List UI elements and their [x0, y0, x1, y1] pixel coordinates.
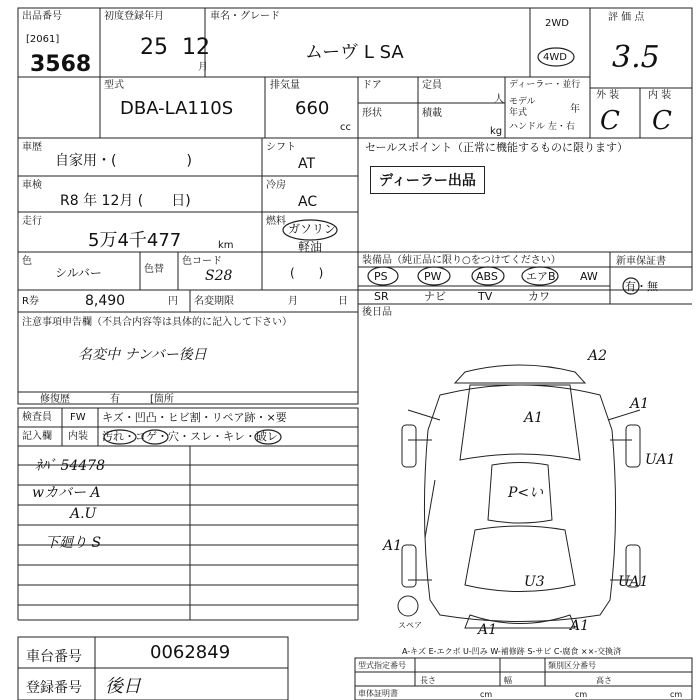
equip-ps: PS — [374, 270, 388, 283]
form-label3: 車体証明書 — [358, 689, 398, 698]
equip-pw: PW — [424, 270, 442, 283]
ac: AC — [298, 194, 318, 210]
title-change-day: 日 — [338, 296, 348, 307]
yen: 円 — [168, 296, 178, 307]
model: DBA-LA110S — [120, 98, 234, 119]
equip-leather: カワ — [528, 290, 550, 303]
door-label: ドア — [362, 80, 382, 91]
width-unit: cm — [575, 690, 588, 699]
height-label: 高さ — [596, 676, 612, 685]
exterior-label: 外 装 — [596, 90, 620, 101]
chassis-label: 車台番号 — [26, 649, 82, 665]
hand-line3: A.U — [70, 506, 97, 522]
color-label: 色 — [22, 256, 32, 267]
score: 3.5 — [612, 40, 660, 75]
mark-a1-bottom-right: A1 — [570, 618, 590, 634]
shift-label: シフト — [266, 142, 296, 153]
first-reg-label: 初度登録年月 — [104, 11, 164, 22]
post-label: 後日品 — [362, 307, 392, 318]
model-year-label2: 年式 — [509, 108, 528, 118]
interior-label: 内 装 — [648, 90, 672, 101]
notes-text: 名変中 ナンバー後日 — [78, 347, 207, 363]
model-label: 型式 — [104, 80, 124, 91]
repair-label: 修復歴 — [40, 394, 70, 405]
lot-sub: [2061] — [26, 34, 60, 45]
reg-label: 登録番号 — [26, 680, 82, 696]
inspector-line2: 汚れ・コゲ・穴・スレ・キレ・破レ — [102, 430, 278, 443]
lot-label: 出品番号 — [22, 11, 62, 22]
displacement: 660 — [295, 98, 330, 119]
handle-label: ハンドル 左・右 — [509, 122, 575, 132]
sales-label: セールスポイント（正常に機能するものに限ります） — [365, 141, 629, 154]
equipment-label: 装備品（純正品に限り○をつけてください） — [362, 255, 561, 266]
equip-airbag: エアB — [526, 270, 556, 283]
car-name-label: 車名・グレード — [210, 11, 280, 22]
mileage: 5万4千477 — [88, 230, 182, 251]
recycle-label: R券 — [22, 296, 39, 307]
drive-4wd: 4WD — [543, 52, 567, 63]
inspection-label: 車検 — [22, 180, 42, 191]
mark-a1-left: A1 — [383, 538, 403, 554]
lot-number: 3568 — [30, 52, 92, 77]
interior-grade: C — [652, 106, 672, 136]
color-swap-label: 色替 — [144, 264, 164, 275]
hand-line2: wカバー A — [32, 485, 101, 501]
mark-u3: U3 — [524, 574, 545, 590]
score-label: 評 価 点 — [608, 12, 645, 23]
warranty: 有・無 — [625, 280, 658, 293]
mark-a1-right: A1 — [630, 396, 650, 412]
equip-aw: AW — [580, 270, 598, 283]
notes-label: 注意事項申告欄（不具合内容等は具体的に記入して下さい） — [22, 317, 292, 328]
inspection: R8 年 12月 ( 日) — [60, 193, 191, 209]
model-year-label1: モデル — [509, 97, 536, 107]
car-name: ムーヴ L SA — [305, 42, 404, 63]
equip-navi: ナビ — [424, 290, 446, 303]
length-unit: cm — [480, 690, 493, 699]
hand-line1: ﾈﾊﾞ 54478 — [35, 458, 105, 474]
mark-ua1-rear: UA1 — [618, 574, 649, 590]
shift: AT — [298, 156, 316, 172]
first-reg-month: 12 — [182, 35, 210, 60]
chassis: 0062849 — [150, 642, 231, 663]
capacity-unit: 人 — [494, 94, 504, 105]
history-label: 車歴 — [22, 142, 42, 153]
history: 自家用・( ) — [55, 153, 192, 169]
title-change-label: 名変期限 — [194, 296, 234, 307]
fuel-alt: 軽油 — [298, 240, 323, 254]
spare-label: スペア — [398, 621, 422, 630]
fuel-label: 燃料 — [266, 216, 286, 227]
mark-a1-top: A1 — [524, 410, 544, 426]
mark-a2: A2 — [588, 348, 608, 364]
sales-point: ディーラー出品 — [370, 166, 485, 194]
repair-value: 有 — [110, 394, 120, 405]
drive-2wd: 2WD — [545, 18, 569, 29]
color-code-label: 色コード — [182, 256, 222, 267]
fuel-paren: ( ) — [290, 266, 324, 280]
inspector-label2: 記入欄 — [22, 431, 52, 442]
inspector-interior: 内装 — [68, 431, 88, 442]
displacement-unit: cc — [340, 122, 351, 133]
fuel: ガソリン — [288, 222, 337, 236]
mark-a1-bottom: A1 — [478, 622, 498, 638]
equip-sr: SR — [374, 290, 389, 303]
inspector-label1: 検査員 — [22, 412, 52, 423]
color: シルバー — [55, 266, 102, 280]
width-label: 幅 — [504, 676, 512, 685]
month-unit: 月 — [198, 62, 208, 73]
inspector-fw: FW — [70, 412, 86, 423]
height-unit: cm — [670, 690, 683, 699]
shape-label: 形状 — [362, 108, 382, 119]
equip-tv: TV — [478, 290, 493, 303]
reg-value: 後日 — [105, 676, 141, 697]
repair-parts: [箇所 — [150, 394, 174, 405]
first-reg-year: 25 — [140, 35, 168, 60]
mileage-label: 走行 — [22, 216, 42, 227]
load-label: 積載 — [422, 108, 442, 119]
year-unit: 年 — [570, 104, 580, 115]
form-label1: 型式指定番号 — [358, 661, 406, 670]
mileage-unit: km — [218, 240, 234, 251]
hand-line4: 下廻り S — [45, 535, 102, 551]
recycle: 8,490 — [85, 293, 126, 309]
exterior-grade: C — [600, 106, 620, 136]
inspector-line1: キズ・凹凸・ヒビ割・リペア跡・×要 — [102, 411, 287, 424]
title-change-month: 月 — [288, 296, 298, 307]
equip-abs: ABS — [476, 270, 498, 283]
dealer-label: ディーラー・並行 — [509, 80, 581, 90]
load-unit: kg — [490, 126, 503, 137]
ac-label: 冷房 — [266, 180, 286, 191]
mark-ua1-right: UA1 — [645, 452, 676, 468]
warranty-label: 新車保証書 — [616, 256, 666, 267]
capacity-label: 定員 — [422, 80, 442, 91]
damage-legend: A-キズ E-エクボ U-凹み W-補修跡 S-サビ C-腐食 ××-交換済 — [402, 647, 622, 656]
form-label2: 類別区分番号 — [548, 661, 596, 670]
color-code: S28 — [205, 268, 233, 284]
mark-roof: P<い — [508, 485, 544, 501]
displacement-label: 排気量 — [270, 80, 300, 91]
length-label: 長さ — [420, 676, 436, 685]
